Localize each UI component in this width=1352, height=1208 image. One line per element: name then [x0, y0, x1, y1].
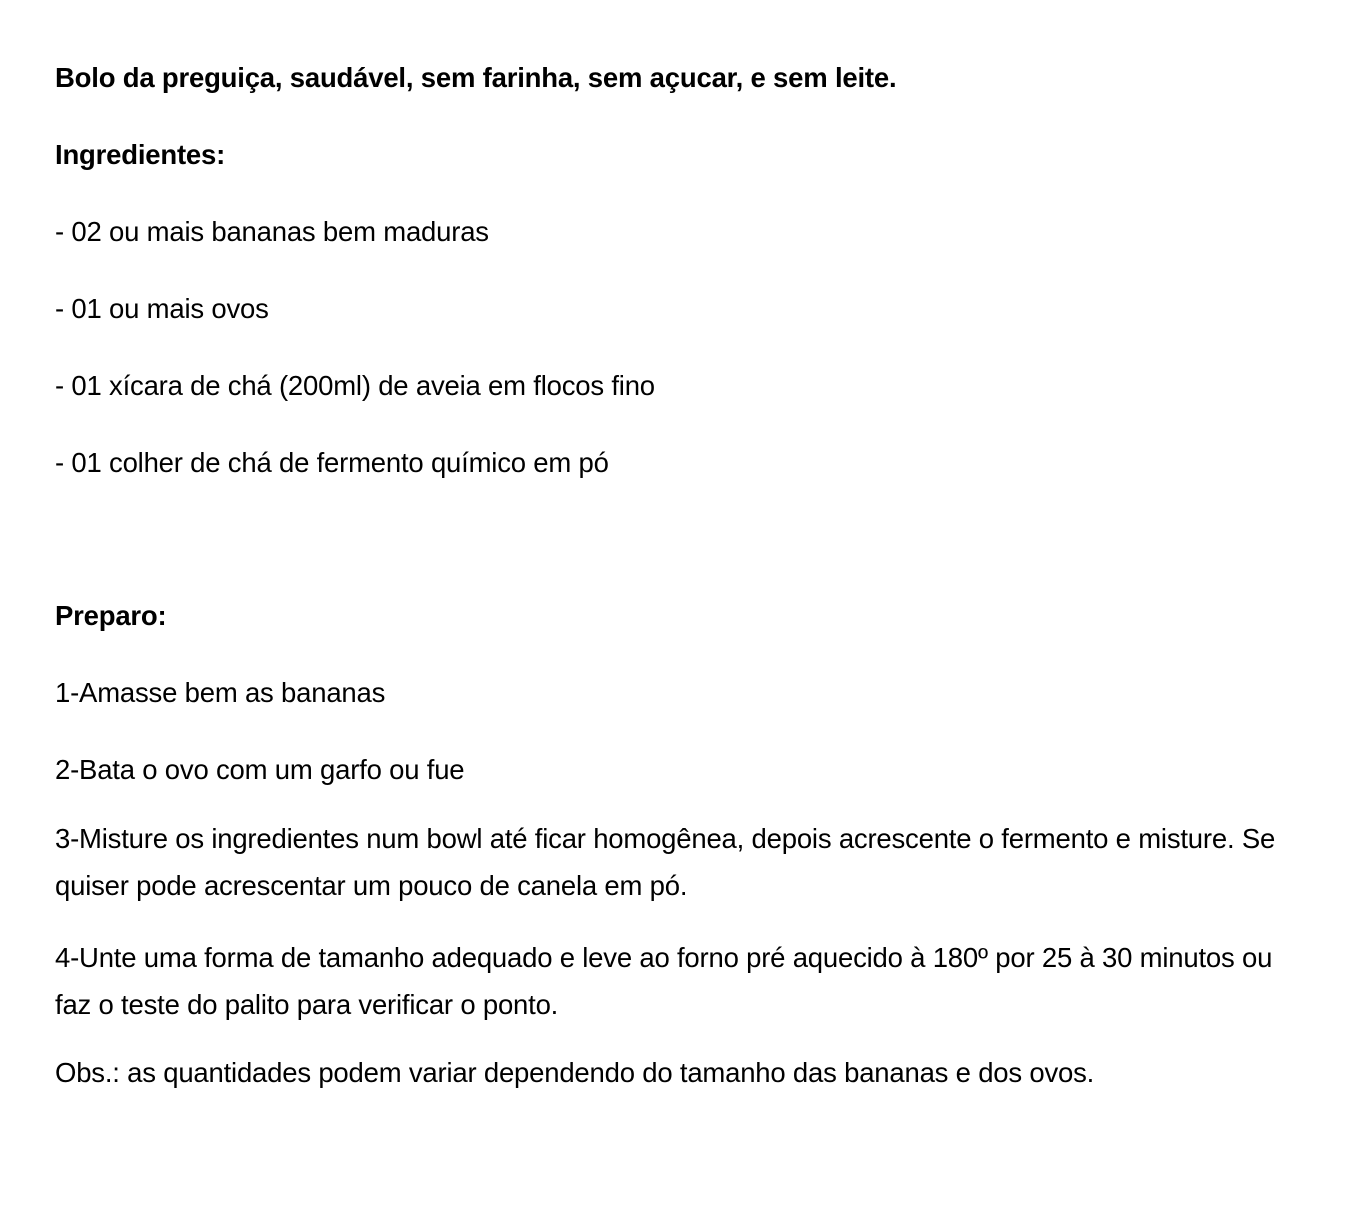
preparation-step: 3-Misture os ingredientes num bowl até ficar homogênea, depois acrescente o fermento e misture. Se quiser pode acrescentar um pouco de canela em pó. — [55, 823, 1276, 901]
recipe-note: Obs.: as quantidades podem variar dependendo do tamanho das bananas e dos ovos. — [55, 1057, 1095, 1088]
preparation-step: 4-Unte uma forma de tamanho adequado e leve ao forno pré aquecido à 180º por 25 à 30 minutos ou faz o teste do palito para verificar o ponto. — [55, 942, 1273, 1020]
preparation-step: 2-Bata o ovo com um garfo ou fue — [55, 754, 465, 785]
recipe-title: Bolo da preguiça, saudável, sem farinha, sem açucar, e sem leite. — [55, 62, 897, 93]
ingredient-item: - 01 colher de chá de fermento químico em pó — [55, 447, 609, 478]
ingredients-heading: Ingredientes: — [55, 139, 226, 170]
recipe-document — [55, 58, 1295, 1093]
ingredient-item: - 01 ou mais ovos — [55, 293, 269, 324]
preparation-step: 1-Amasse bem as bananas — [55, 677, 386, 708]
ingredient-item: - 02 ou mais bananas bem maduras — [55, 216, 489, 247]
preparation-heading: Preparo: — [55, 600, 167, 631]
ingredient-item: - 01 xícara de chá (200ml) de aveia em flocos fino — [55, 370, 655, 401]
